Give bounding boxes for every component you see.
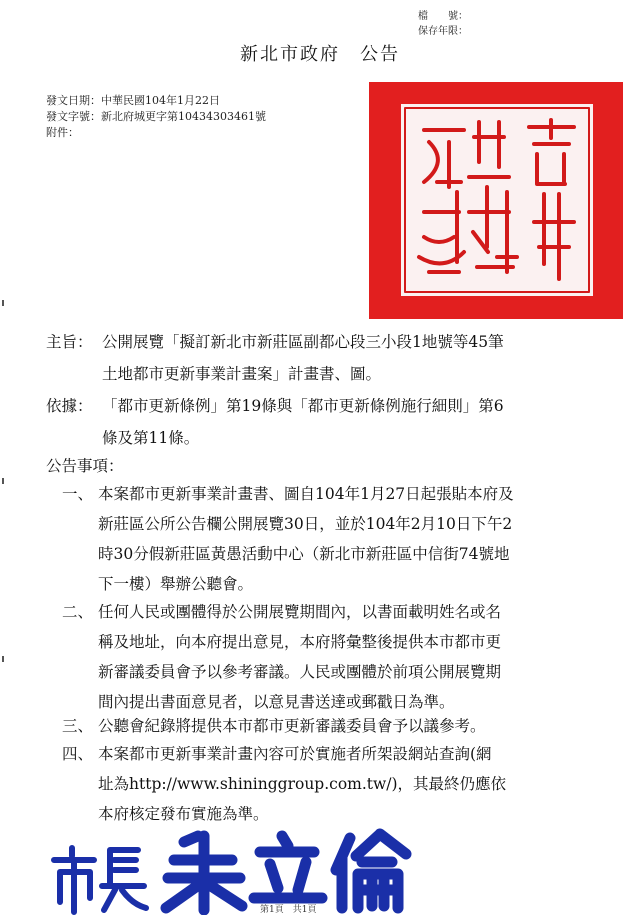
subject-line-2: 土地都市更新事業計畫案」計畫書、圖。 bbox=[102, 365, 382, 383]
issue-number: 發文字號：新北府城更字第10434303461號 bbox=[46, 110, 266, 123]
basis-line-2: 條及第11條。 bbox=[102, 429, 200, 447]
margin-mark bbox=[2, 478, 4, 484]
mayor-signature bbox=[44, 828, 424, 915]
item-2-line-2: 稱及地址，向本府提出意見，本府將彙整後提供本市都市更 bbox=[98, 633, 502, 651]
issue-date: 發文日期：中華民國104年1月22日 bbox=[46, 94, 220, 107]
file-number-label: 檔 號： bbox=[418, 11, 468, 22]
basis-label: 依據： bbox=[46, 397, 93, 415]
item-2-line-3: 新審議委員會予以參考審議。人民或團體於前項公開展覽期 bbox=[98, 663, 502, 681]
item-1-line-1: 本案都市更新事業計畫書、圖自104年1月27日起張貼本府及 bbox=[98, 485, 514, 503]
attachment-label: 附件： bbox=[46, 126, 79, 139]
margin-mark bbox=[2, 300, 4, 306]
item-3-line-1: 公聽會紀錄將提供本市都市更新審議委員會予以議參考。 bbox=[98, 717, 486, 735]
retention-period-label: 保存年限： bbox=[418, 26, 468, 37]
basis-line-1: 「都市更新條例」第19條與「都市更新條例施行細則」第6 bbox=[102, 397, 504, 415]
subject-label: 主旨： bbox=[46, 333, 93, 351]
issue-meta bbox=[46, 93, 266, 141]
item-1-number: 一、 bbox=[62, 485, 94, 503]
item-4-line-1: 本案都市更新事業計畫內容可於實施者所架設網站查詢(網 bbox=[98, 745, 492, 763]
official-seal bbox=[369, 82, 623, 319]
archive-info bbox=[418, 9, 468, 39]
item-2-line-1: 任何人民或團體得於公開展覽期間內，以書面載明姓名或名 bbox=[98, 603, 502, 621]
page-footer: 第1頁 共1頁 bbox=[260, 905, 317, 915]
item-3-number: 三、 bbox=[62, 717, 94, 735]
item-2-line-4: 間內提出書面意見者，以意見書送達或郵戳日為準。 bbox=[98, 693, 455, 711]
item-1-line-3: 時30分假新莊區黃愚活動中心（新北市新莊區中信街74號地 bbox=[98, 545, 510, 563]
subject-line-1: 公開展覽「擬訂新北市新莊區副都心段三小段1地號等45筆 bbox=[102, 333, 504, 351]
item-1-line-4: 下一樓）舉辦公聽會。 bbox=[98, 575, 254, 593]
item-2-number: 二、 bbox=[62, 603, 94, 621]
item-4-number: 四、 bbox=[62, 745, 94, 763]
item-4-line-3: 本府核定發布實施為準。 bbox=[98, 805, 269, 823]
margin-mark bbox=[2, 656, 4, 662]
item-1-line-2: 新莊區公所公告欄公開展覽30日，並於104年2月10日下午2 bbox=[98, 515, 513, 533]
document-title: 新北市政府 公告 bbox=[240, 44, 400, 65]
notice-label: 公告事項： bbox=[46, 457, 124, 475]
item-4-line-2: 址為http://www.shininggroup.com.tw/)，其最終仍應依 bbox=[98, 775, 507, 793]
